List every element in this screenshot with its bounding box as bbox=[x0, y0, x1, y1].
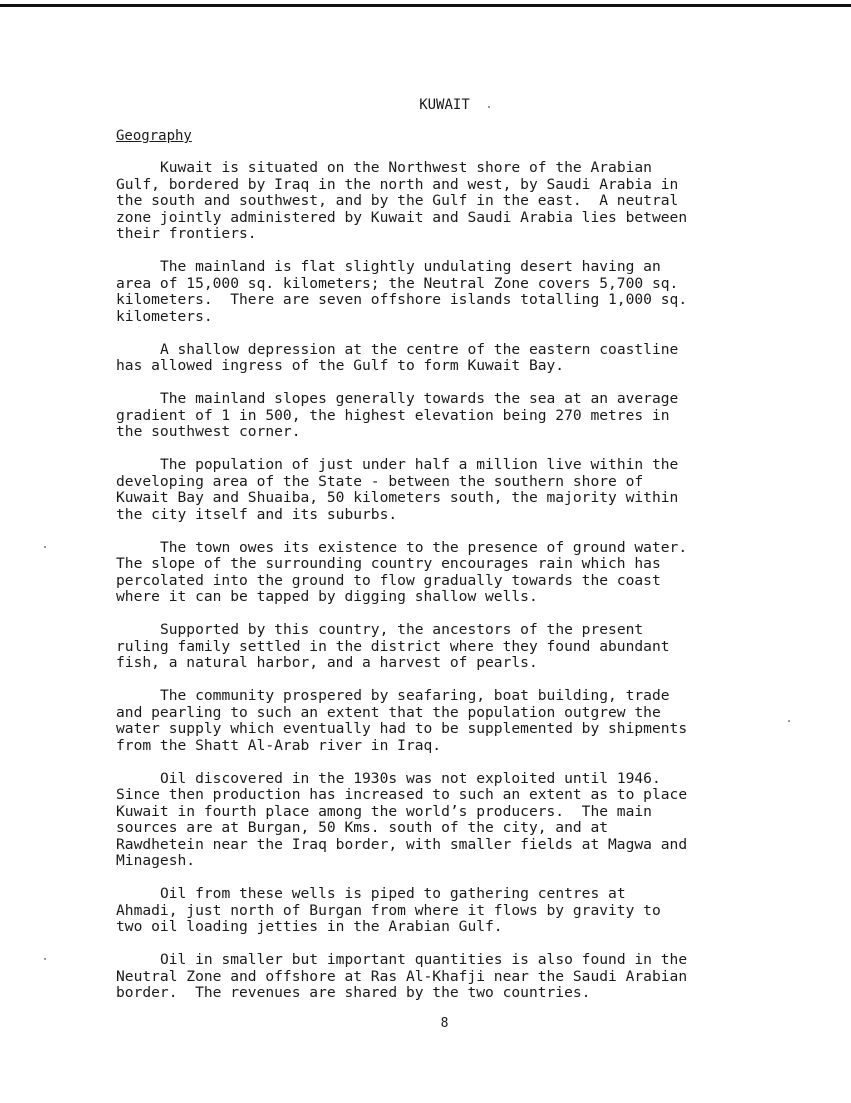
scan-speck bbox=[788, 720, 790, 722]
paragraph: The mainland is flat slightly undulating desert having an area of 15,000 sq. kilometers; the Neutral Zone covers 5,700 sq. kilometers. There are seven offshore islands totalling 1,000 sq. kilometers. bbox=[116, 258, 688, 325]
paragraph: Supported by this country, the ancestors of the present ruling family settled in the district where they found abundant fish, a natural harbor, and a harvest of pearls. bbox=[116, 621, 670, 671]
paragraph: Oil in smaller but important quantities is also found in the Neutral Zone and offshore at Ras Al-Khafji near the Saudi Arabian border. The revenues are shared by the two countries. bbox=[116, 951, 688, 1001]
page-title: KUWAIT bbox=[419, 97, 470, 113]
paragraph: The community prospered by seafaring, boat building, trade and pearling to such an extent that the population outgrew the water supply which eventually had to be supplemented by shipments from the Shatt Al-Arab river in Iraq. bbox=[116, 687, 688, 754]
scan-speck bbox=[44, 958, 46, 960]
section-heading-geography: Geography bbox=[116, 128, 192, 144]
paragraph: A shallow depression at the centre of the eastern coastline has allowed ingress of the Gulf to form Kuwait Bay. bbox=[116, 340, 679, 374]
top-border-rule bbox=[0, 4, 851, 7]
scan-speck bbox=[488, 106, 490, 108]
paragraph: The town owes its existence to the presence of ground water. The slope of the surrounding country encourages rain which has percolated into the ground to flow gradually towards the coast where it can be tapped by digging shallow wells. bbox=[116, 538, 688, 605]
scan-speck bbox=[44, 546, 46, 548]
body-text bbox=[116, 160, 796, 1018]
paragraph: Oil discovered in the 1930s was not exploited until 1946. Since then production has increased to such an extent as to place Kuwait in fourth place among the world’s producers. The main sources are at Burgan, 50 Kms. south of the city, and at Rawdhetein near the Iraq border, with smaller fields at Magwa and Minagesh. bbox=[116, 769, 688, 869]
paragraph: The mainland slopes generally towards the sea at an average gradient of 1 in 500, the highest elevation being 270 metres in the southwest corner. bbox=[116, 390, 679, 440]
paragraph: The population of just under half a million live within the developing area of the State - between the southern shore of Kuwait Bay and Shuaiba, 50 kilometers south, the majority within the city itself and its suburbs. bbox=[116, 456, 679, 523]
page-number: 8 bbox=[440, 1016, 449, 1031]
paragraph: Oil from these wells is piped to gathering centres at Ahmadi, just north of Burgan from where it flows by gravity to two oil loading jetties in the Arabian Gulf. bbox=[116, 885, 661, 935]
paragraph: Kuwait is situated on the Northwest shore of the Arabian Gulf, bordered by Iraq in the north and west, by Saudi Arabia in the south and southwest, and by the Gulf in the east. A neutral zone jointly administered by Kuwait and Saudi Arabia lies between their frontiers. bbox=[116, 159, 688, 242]
